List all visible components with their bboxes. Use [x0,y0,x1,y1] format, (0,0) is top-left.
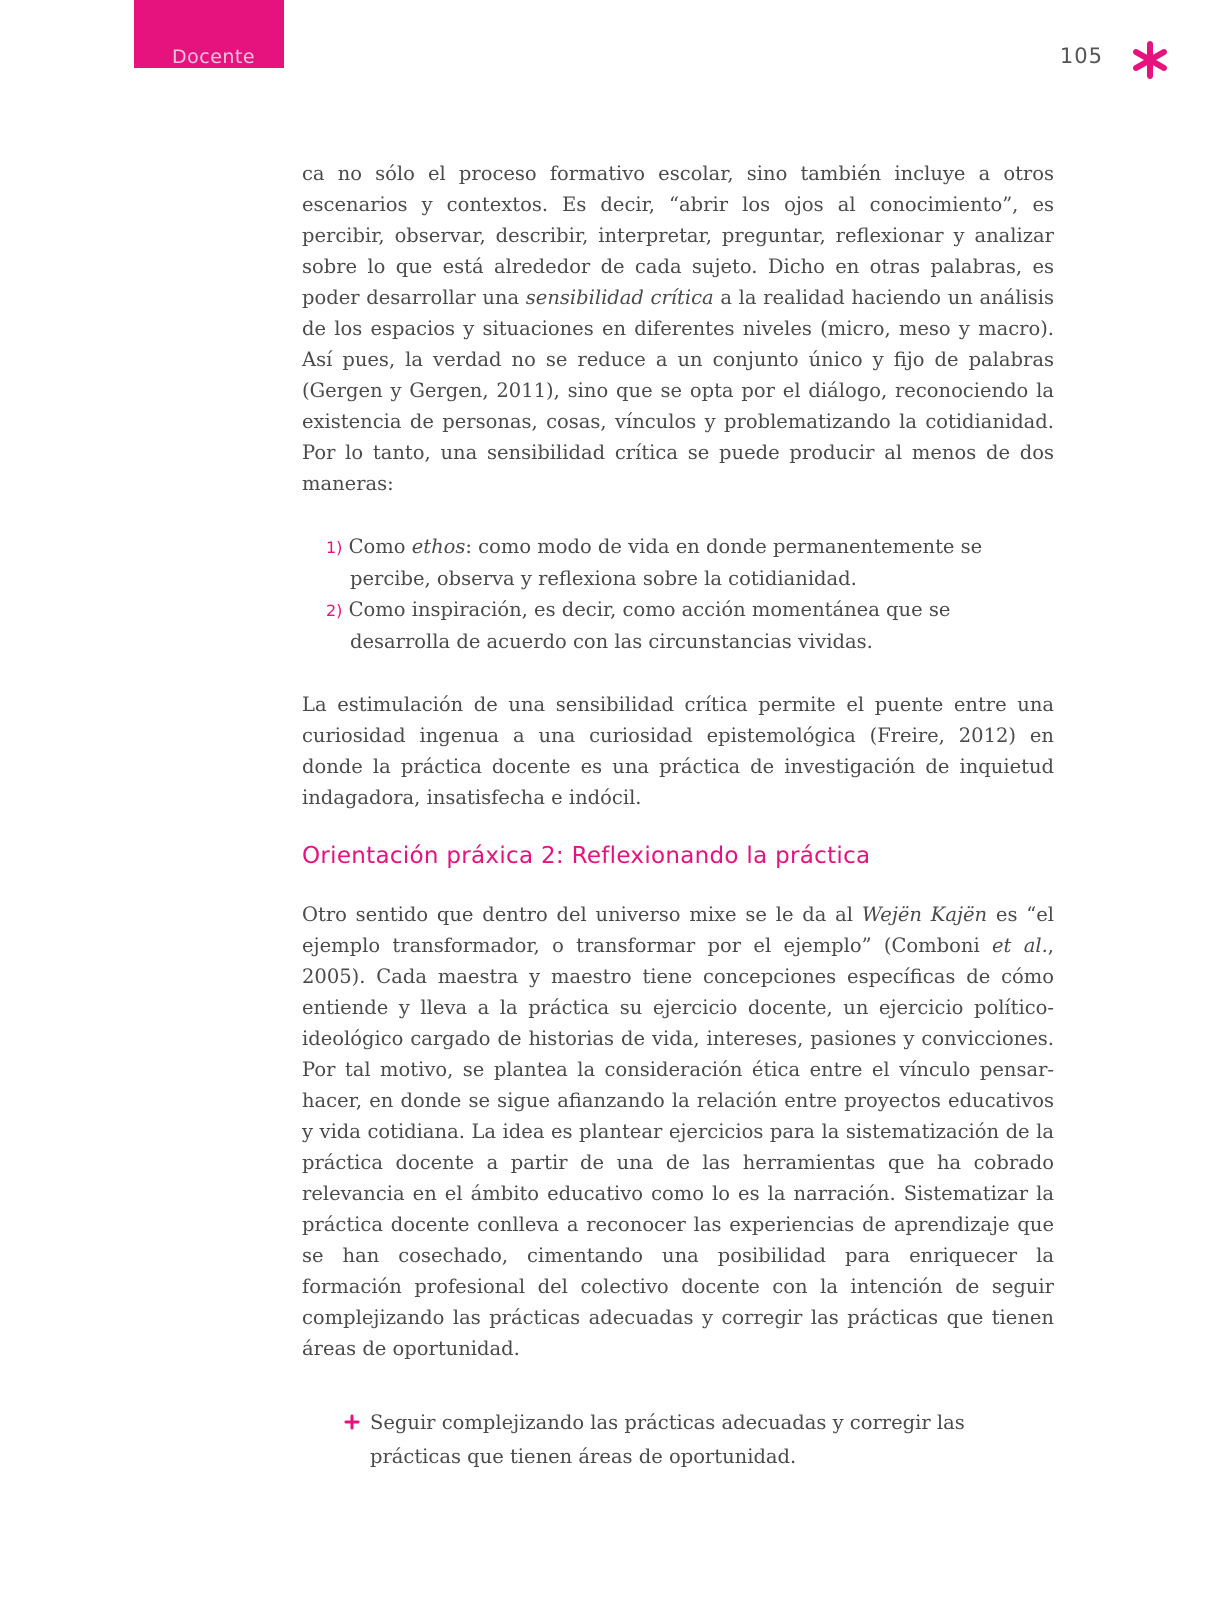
bullet-item-text: Seguir complejizando las prácticas adecuadas y corregir las prácticas que tienen áreas de oportunidad. [370,1411,965,1468]
numbered-list-item [326,531,1054,594]
bullet-list [344,1406,1054,1474]
paragraph-text-2: es “el ejemplo transformador, o transformar por el ejemplo” (Comboni [302,903,1054,957]
section-heading: Orientación práxica 2: Reflexionando la práctica [302,843,871,869]
section-tab [134,0,284,68]
asterisk-icon [1130,40,1170,80]
paragraph-emphasis-2: et al. [992,934,1048,957]
bullet-list-item [344,1406,1054,1474]
paragraph-curiosity: La estimulación de una sensibilidad crítica permite el puente entre una curiosidad ingenua a una curiosidad epistemológica (Freire, 2012) en donde la práctica docente es una práctica de investigación de inquietud indagadora, insatisfecha e indócil. [302,693,1054,809]
paragraph-intro [302,158,1054,499]
paragraph-emphasis-1: Wejën Kajën [861,903,988,926]
list-item-text: Como inspiración, es decir, como acción momentánea que se desarrolla de acuerdo con las circunstancias vividas. [348,598,951,653]
paragraph-intro-text-1: ca no sólo el proceso formativo escolar, sino también incluye a otros escenarios y contextos. Es decir, “abrir los ojos al conocimiento”, es percibir, observar, describir, interpretar, preguntar, reflexionar y analizar sobre lo que está alrededor de cada sujeto. Dicho en otras palabras, es poder desarrollar una [302,162,1054,309]
list-item-text: : como modo de vida en donde permanentemente se percibe, observa y reflexiona sobre la cotidianidad. [350,535,983,590]
plus-icon [344,1414,360,1430]
paragraph-text-3: , 2005). Cada maestra y maestro tiene concepciones específicas de cómo entiende y lleva a la práctica su ejercicio docente, un ejercicio político-ideológico cargado de historias de vida, intereses, pasiones y convicciones. Por tal motivo, se plantea la consideración ética entre el vínculo pensar-hacer, en donde se sigue afianzando la relación entre proyectos educativos y vida cotidiana. La idea es plantear ejercicios para la sistematización de la práctica docente a partir de una de las herramientas que ha cobrado relevancia en el ámbito educativo como lo es la narración. Sistematizar la práctica docente conlleva a reconocer las experiencias de aprendizaje que se han cosechado, cimentando una posibilidad para enriquecer la formación profesional del colectivo docente con la intención de seguir complejizando las prácticas adecuadas y corregir las prácticas que tienen áreas de oportunidad. [302,934,1054,1360]
section-tab-label: Docente [172,46,256,68]
list-number: 1) [326,538,343,557]
list-item-prefix: Como [348,535,412,558]
paragraph-intro-text-2: a la realidad haciendo un análisis de los espacios y situaciones en diferentes niveles (micro, meso y macro). Así pues, la verdad no se reduce a un conjunto único y fijo de palabras (Gergen y Gergen, 2011), sino que se opta por el diálogo, reconociendo la existencia de personas, cosas, vínculos y problematizando la cotidianidad. Por lo tanto, una sensibilidad crítica se puede producir al menos de dos maneras: [302,286,1055,495]
numbered-list [326,531,1054,657]
paragraph-wejen-kajen [302,899,1054,1364]
paragraph-text-1: Otro sentido que dentro del universo mixe se le da al [302,903,862,926]
list-number: 2) [326,601,343,620]
numbered-list-item [326,594,1054,657]
page-number: 105 [1059,44,1103,68]
list-item-emphasis: ethos [411,535,466,558]
page-content [302,158,1054,1474]
paragraph-intro-emphasis: sensibilidad crítica [525,286,714,309]
